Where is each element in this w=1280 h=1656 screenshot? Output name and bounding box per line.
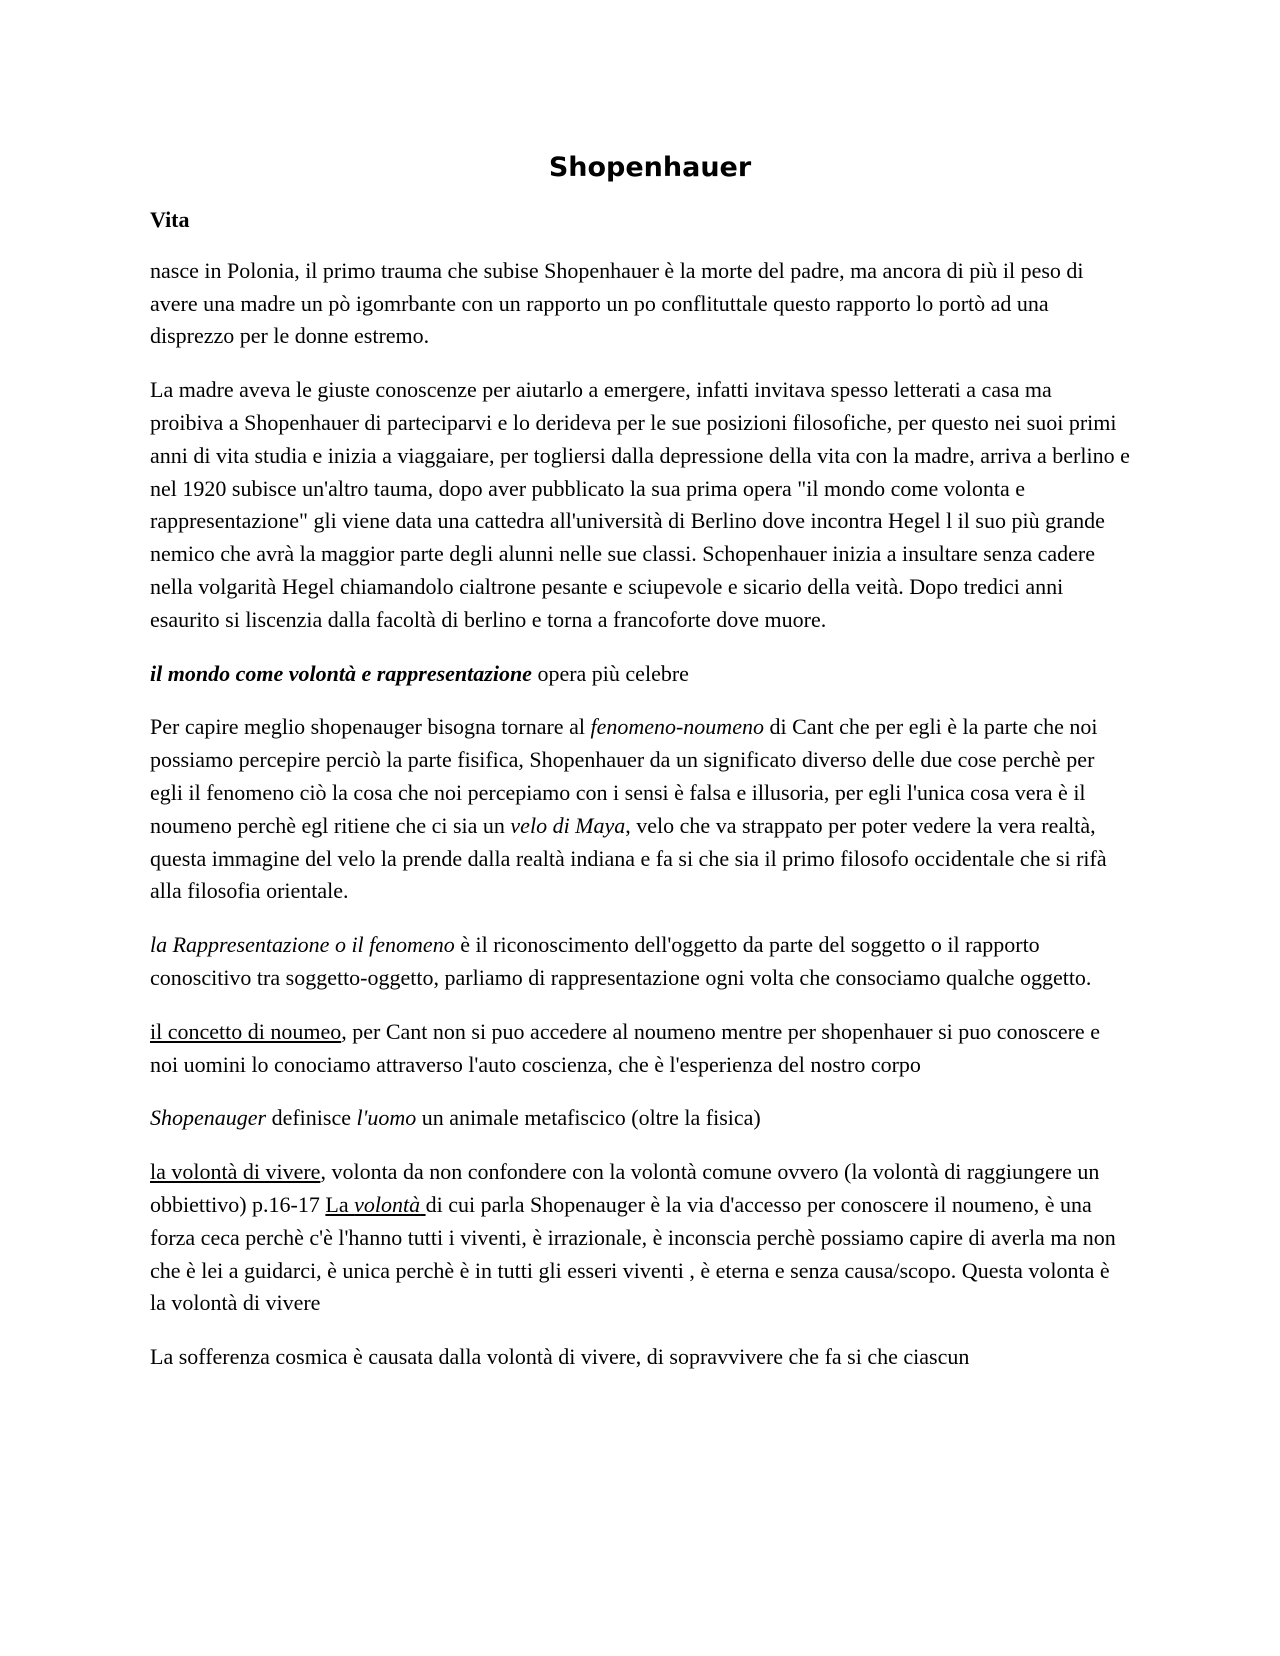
paragraph-text: è il riconoscimento dell'oggetto da parte del soggetto o il rapporto conoscitivo tra soggetto-oggetto, parliamo di rappresentazione ogni volta che consociamo qualche oggetto.	[150, 932, 1092, 990]
term-shopenauger: Shopenauger	[150, 1105, 267, 1131]
paragraph-noumeno-concept	[150, 1016, 1130, 1082]
paragraph-text: un animale metafiscico (oltre la fisica)	[416, 1105, 761, 1131]
term-volonta-di-vivere: la volontà di vivere	[150, 1159, 321, 1185]
paragraph-text: Per capire meglio shopenauger bisogna tornare al	[150, 714, 591, 740]
paragraph-text: opera più celebre	[531, 660, 689, 686]
document-title: Shopenhauer	[548, 152, 752, 183]
paragraph-text: , volonta da non confondere con la volontà comune ovvero (la volontà di raggiungere un obbiettivo) p.16-17	[150, 1159, 1100, 1217]
paragraph-cosmic-suffering	[150, 1341, 1130, 1374]
paragraph-text: di Cant che per egli è la parte che noi possiamo percepire perciò la parte fisifica, Shopenhauer da un significato diverso delle due cose perchè per egli il fenomeno ciò la cosa che noi percepiamo con i sensi è falsa e illusoria, per egli l'unica cosa vera è il noumeno perchè egl ritiene che ci sia un	[150, 714, 1098, 838]
work-title-emphasis: il mondo come volontà e rappresentazione	[150, 660, 532, 686]
term-concetto-noumeo: il concetto di noumeo	[150, 1018, 342, 1044]
paragraph-text: di cui parla Shopenauger è la via d'accesso per conoscere il noumeno, è una forza ceca perchè c'è l'hanno tutti i viventi, è irrazionale, è inconscia perchè possiamo capire di averla ma non che è lei a guidarci, è unica perchè è in tutti gli esseri viventi , è eterna e senza causa/scopo. Questa volonta è la volontà di vivere	[150, 1191, 1116, 1316]
term-la-volonta-prefix: La	[325, 1191, 355, 1217]
section-heading-vita: Vita	[150, 207, 190, 232]
paragraph-representation	[150, 929, 1130, 995]
paragraph-text: nasce in Polonia, il primo trauma che subise Shopenhauer è la morte del padre, ma ancora di più il peso di avere una madre un pò igomrbante con un rapporto un po conflituttale questo rapporto lo portò ad una disprezzo per le donne estremo.	[150, 257, 1084, 349]
paragraph-text: , velo che va strappato per poter vedere la vera realtà, questa immagine del velo la prende dalla realtà indiana e fa si che sia il primo filosofo occidentale che si rifà alla filosofia orientale.	[150, 812, 1107, 904]
term-uomo: l'uomo	[356, 1105, 417, 1131]
paragraph-text: , per Cant non si puo accedere al noumeno mentre per shopenhauer si puo conoscere e noi uomini lo conociamo attraverso l'auto coscienza, che è l'esperienza del nostro corpo	[150, 1018, 1100, 1077]
paragraph-phenomenon-noumenon	[150, 711, 1130, 908]
term-la-volonta	[325, 1192, 425, 1217]
paragraph-birth	[150, 255, 1130, 353]
paragraph-man-metaphysical	[150, 1102, 1130, 1135]
document-body	[150, 150, 1130, 1395]
term-velo-di-maya: velo di Maya	[510, 812, 626, 838]
term-fenomeno-noumeno: fenomeno-noumeno	[590, 714, 764, 740]
paragraph-will-to-live	[150, 1156, 1130, 1320]
paragraph-main-work	[150, 658, 1130, 691]
paragraph-text: La sofferenza cosmica è causata dalla volontà di vivere, di sopravvivere che fa si che ciascun	[150, 1344, 970, 1370]
paragraph-mother-berlin	[150, 374, 1130, 636]
term-rappresentazione: la Rappresentazione o il fenomeno	[150, 932, 455, 958]
paragraph-text: definisce	[266, 1105, 357, 1131]
paragraph-text: La madre aveva le giuste conoscenze per aiutarlo a emergere, infatti invitava spesso letterati a casa ma proibiva a Shopenhauer di parteciparvi e lo derideva per le sue posizioni filosofiche, per questo nei suoi primi anni di vita studia e inizia a viaggaiare, per togliersi dalla depressione della vita con la madre, arriva a berlino e nel 1920 subisce un'altro tauma, dopo aver pubblicato la sua prima opera "il mondo come volonta e rappresentazione" gli viene data una cattedra all'università di Berlino dove incontra Hegel l il suo più grande nemico che avrà la maggior parte degli alunni nelle sue classi. Schopenhauer inizia a insultare senza cadere nella volgarità Hegel chiamandolo cialtrone pesante e sciupevole e sicario della veità. Dopo tredici anni esaurito si liscenzia dalla facoltà di berlino e torna a francoforte dove muore.	[150, 377, 1130, 632]
term-volonta-italic: volontà	[354, 1191, 421, 1217]
